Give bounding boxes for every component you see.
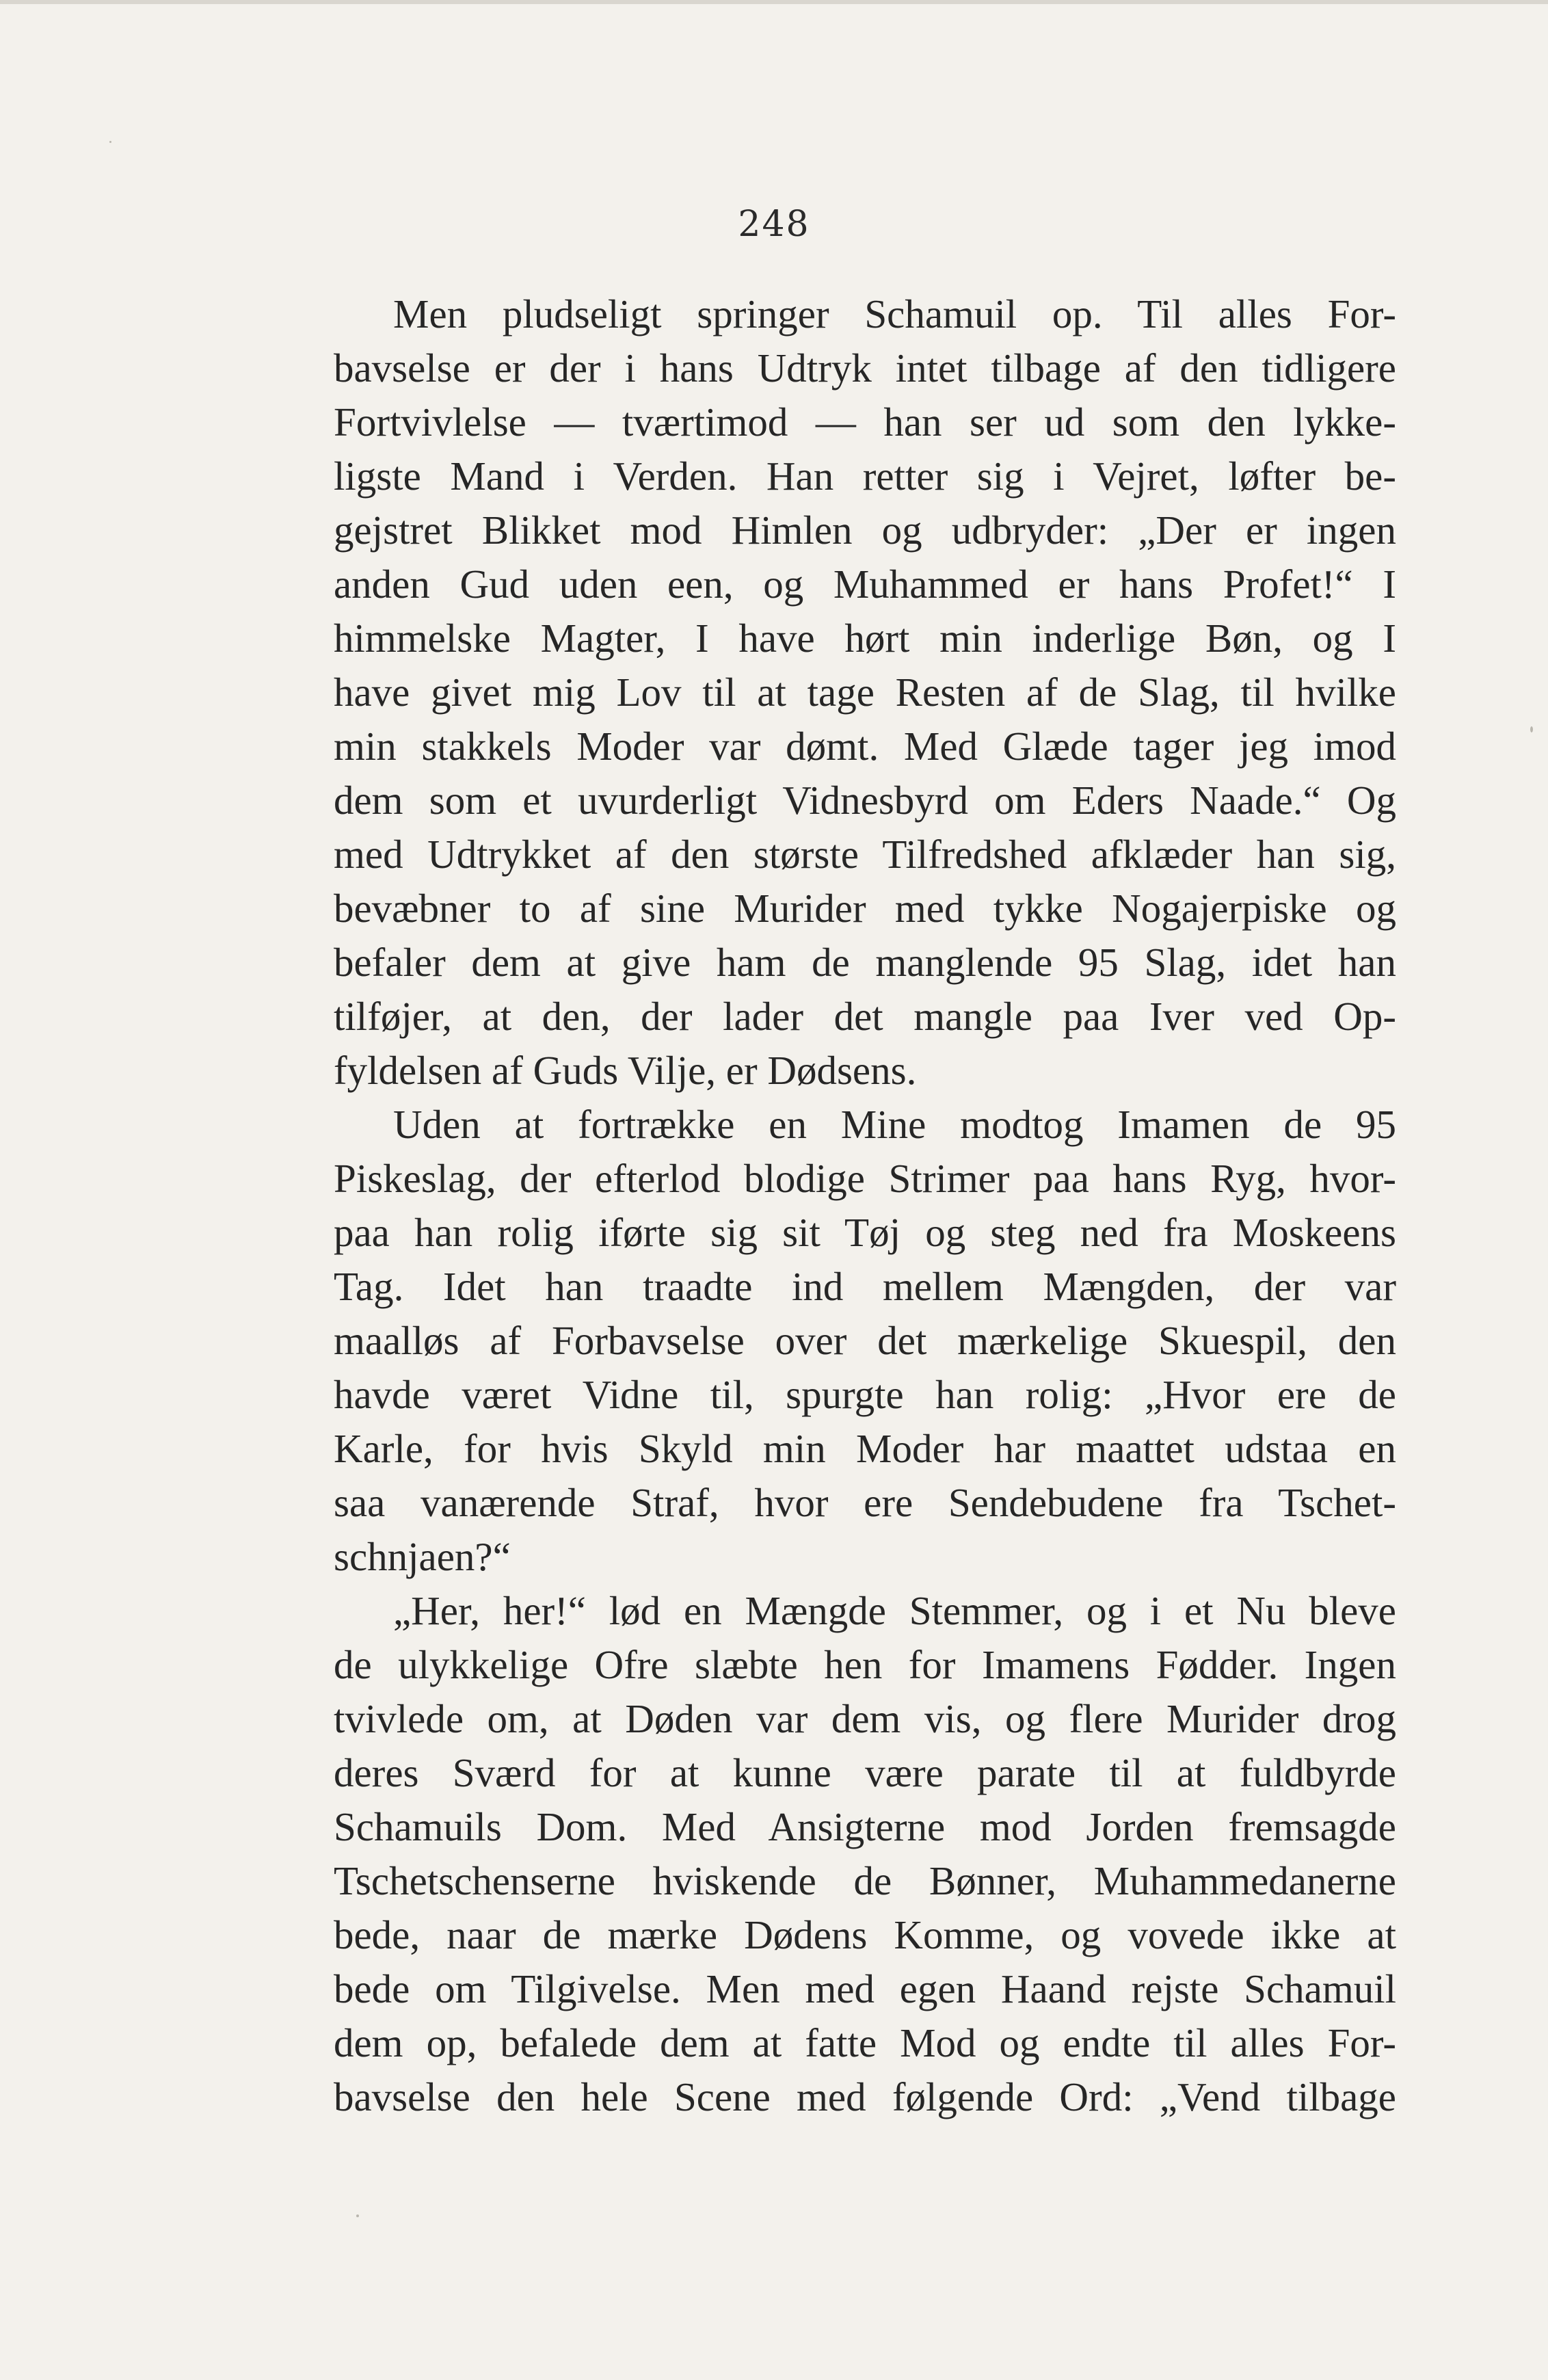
text-line: min stakkels Moder var dømt. Med Glæde tager jeg imod <box>334 724 1396 769</box>
page-number: 248 <box>738 204 810 245</box>
text-line: fyldelsen af Guds Vilje, er Dødsens. <box>334 1048 917 1093</box>
text-line: Karle, for hvis Skyld min Moder har maattet udstaa en <box>334 1426 1396 1471</box>
text-line: Tag. Idet han traadte ind mellem Mængden, der var <box>334 1264 1396 1309</box>
text-line: bavselse den hele Scene med følgende Ord: „Vend tilbage <box>334 2074 1396 2119</box>
paper-speck <box>1530 726 1533 732</box>
page-top-edge <box>0 0 1548 4</box>
text-line: himmelske Magter, I have hørt min inderlige Bøn, og I <box>334 616 1396 661</box>
text-line: have givet mig Lov til at tage Resten af de Slag, til hvilke <box>334 670 1396 715</box>
text-line: Tschetschenserne hviskende de Bønner, Muhammedanerne <box>334 1858 1396 1903</box>
paper-speck <box>109 141 111 143</box>
text-line: „Her, her!“ lød en Mængde Stemmer, og i et Nu bleve <box>393 1588 1396 1633</box>
text-line: bavselse er der i hans Udtryk intet tilbage af den tidligere <box>334 345 1396 391</box>
paper-speck <box>356 2214 359 2217</box>
text-line: ligste Mand i Verden. Han retter sig i Vejret, løfter be- <box>334 453 1396 499</box>
text-line: tilføjer, at den, der lader det mangle paa Iver ved Op- <box>334 994 1396 1039</box>
text-line: de ulykkelige Ofre slæbte hen for Imamens Fødder. Ingen <box>334 1642 1396 1687</box>
text-line: saa vanærende Straf, hvor ere Sendebudene fra Tschet- <box>334 1480 1396 1525</box>
text-line: anden Gud uden een, og Muhammed er hans Profet!“ I <box>334 561 1396 607</box>
text-line: bevæbner to af sine Murider med tykke Nogajerpiske og <box>334 886 1396 931</box>
text-line: maalløs af Forbavselse over det mærkelige Skuespil, den <box>334 1318 1396 1363</box>
text-line: Schamuils Dom. Med Ansigterne mod Jorden fremsagde <box>334 1804 1396 1849</box>
text-line: dem som et uvurderligt Vidnesbyrd om Eders Naade.“ Og <box>334 778 1396 823</box>
text-line: gejstret Blikket mod Himlen og udbryder: „Der er ingen <box>334 507 1396 553</box>
text-line: befaler dem at give ham de manglende 95 Slag, idet han <box>334 940 1396 985</box>
text-line: dem op, befalede dem at fatte Mod og endte til alles For- <box>334 2020 1396 2065</box>
text-line: schnjaen?“ <box>334 1534 511 1579</box>
text-line: Men pludseligt springer Schamuil op. Til alles For- <box>393 291 1396 336</box>
text-line: Piskeslag, der efterlod blodige Strimer paa hans Ryg, hvor- <box>334 1156 1396 1201</box>
text-line: Uden at fortrække en Mine modtog Imamen de 95 <box>393 1102 1396 1147</box>
text-line: havde været Vidne til, spurgte han rolig: „Hvor ere de <box>334 1372 1396 1417</box>
text-line: paa han rolig iførte sig sit Tøj og steg ned fra Moskeens <box>334 1210 1396 1255</box>
text-line: bede om Tilgivelse. Men med egen Haand rejste Schamuil <box>334 1966 1396 2011</box>
text-line: tvivlede om, at Døden var dem vis, og flere Murider drog <box>334 1696 1396 1741</box>
body-text <box>334 287 1396 2124</box>
text-line: deres Sværd for at kunne være parate til at fuldbyrde <box>334 1750 1396 1795</box>
text-line: Fortvivlelse — tværtimod — han ser ud som den lykke- <box>334 399 1396 445</box>
text-line: bede, naar de mærke Dødens Komme, og vovede ikke at <box>334 1912 1396 1957</box>
text-line: med Udtrykket af den største Tilfredshed afklæder han sig, <box>334 832 1396 877</box>
